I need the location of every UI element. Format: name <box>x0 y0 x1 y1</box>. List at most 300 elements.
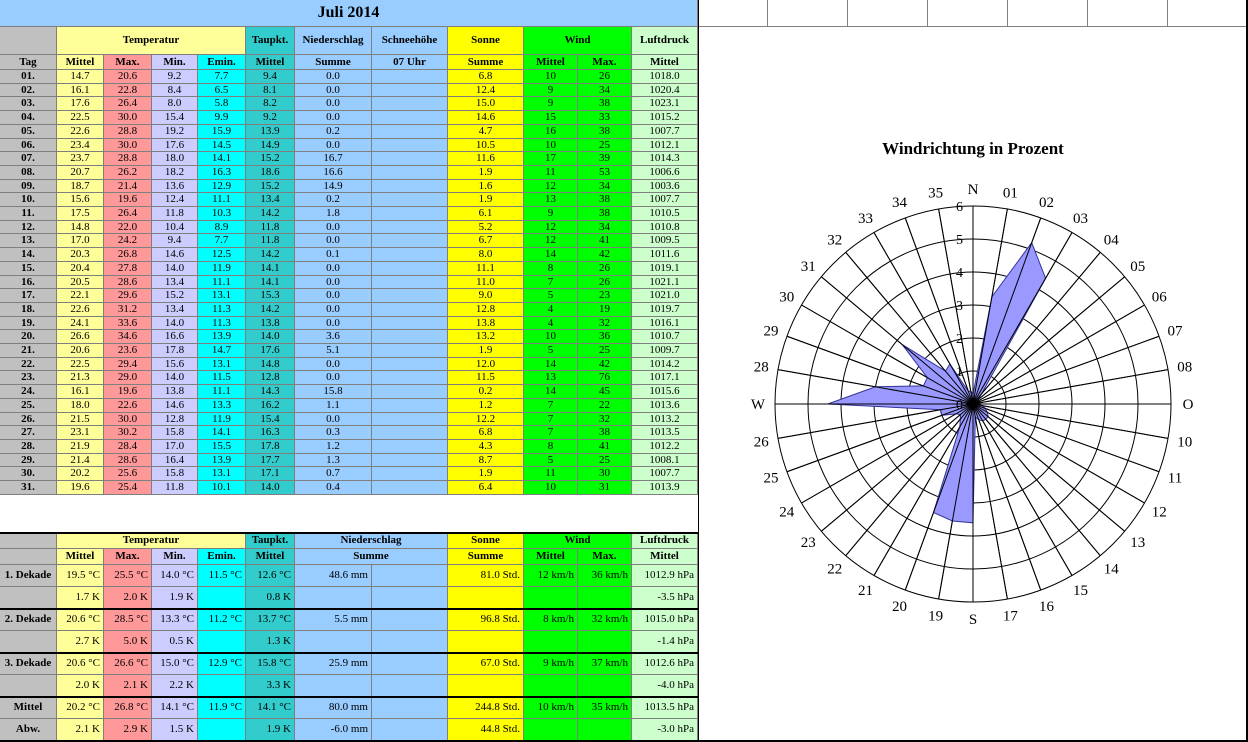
day-label[interactable]: 18. <box>0 303 57 317</box>
day-value[interactable]: 9.2 <box>152 70 198 84</box>
summary-value[interactable]: 11.2 °C <box>198 609 246 631</box>
header-sonne[interactable]: Sonne <box>448 27 524 55</box>
day-value[interactable]: 1.2 <box>295 440 372 454</box>
day-value[interactable]: 18.6 <box>246 166 295 180</box>
summary-value[interactable] <box>198 675 246 697</box>
day-value[interactable]: 14.1 <box>198 152 246 166</box>
summary-value[interactable]: 81.0 Std. <box>448 565 524 587</box>
day-label[interactable]: 24. <box>0 385 57 399</box>
day-value[interactable]: 9 <box>524 84 578 97</box>
summary-row-label[interactable] <box>0 587 57 609</box>
day-value[interactable]: 15 <box>524 111 578 125</box>
subheader-max[interactable]: Max. <box>578 55 632 70</box>
day-value[interactable]: 21.4 <box>104 180 152 193</box>
day-value[interactable]: 14.1 <box>246 262 295 276</box>
day-value[interactable]: 12.8 <box>152 413 198 426</box>
day-value[interactable]: 14.7 <box>57 70 104 84</box>
summary-value[interactable]: 13.7 °C <box>246 609 295 631</box>
day-value[interactable]: 18.2 <box>152 166 198 180</box>
summary-value[interactable] <box>372 697 448 719</box>
subheader-mittel[interactable]: Mittel <box>632 55 698 70</box>
day-value[interactable]: 5.8 <box>198 97 246 111</box>
summary-blank[interactable] <box>0 533 57 549</box>
day-value[interactable]: 42 <box>578 358 632 371</box>
day-value[interactable] <box>372 70 448 84</box>
day-value[interactable] <box>372 139 448 152</box>
empty-cell[interactable] <box>698 0 768 27</box>
day-value[interactable]: 16.6 <box>295 166 372 180</box>
day-value[interactable]: 0.4 <box>295 481 372 495</box>
summary-subheader[interactable]: Summe <box>448 549 524 565</box>
day-value[interactable]: 13.1 <box>198 358 246 371</box>
day-label[interactable]: 17. <box>0 289 57 303</box>
day-value[interactable] <box>372 193 448 207</box>
day-value[interactable]: 1020.4 <box>632 84 698 97</box>
day-value[interactable]: 1018.0 <box>632 70 698 84</box>
day-value[interactable]: 15.4 <box>246 413 295 426</box>
day-value[interactable]: 13.4 <box>152 276 198 289</box>
day-value[interactable]: 28.6 <box>104 454 152 467</box>
day-value[interactable]: 11.6 <box>448 152 524 166</box>
summary-value[interactable] <box>524 719 578 741</box>
summary-value[interactable]: 5.5 mm <box>295 609 372 631</box>
day-value[interactable]: 12 <box>524 221 578 234</box>
subheader-max[interactable]: Max. <box>104 55 152 70</box>
day-label[interactable]: 16. <box>0 276 57 289</box>
day-value[interactable]: 22.5 <box>57 111 104 125</box>
day-value[interactable]: 1009.5 <box>632 234 698 248</box>
day-value[interactable]: 6.1 <box>448 207 524 221</box>
summary-subheader[interactable]: Max. <box>104 549 152 565</box>
day-label[interactable]: 05. <box>0 125 57 139</box>
day-value[interactable]: 1015.6 <box>632 385 698 399</box>
day-value[interactable]: 1014.3 <box>632 152 698 166</box>
summary-row-label[interactable]: 2. Dekade <box>0 609 57 631</box>
header-temperatur[interactable]: Temperatur <box>57 27 246 55</box>
day-value[interactable]: 1019.7 <box>632 303 698 317</box>
summary-value[interactable]: 32 km/h <box>578 609 632 631</box>
day-value[interactable]: 13.9 <box>198 454 246 467</box>
day-value[interactable]: 14.0 <box>152 371 198 385</box>
day-value[interactable]: 18.0 <box>57 399 104 413</box>
summary-value[interactable]: 1.5 K <box>152 719 198 741</box>
summary-value[interactable]: 80.0 mm <box>295 697 372 719</box>
day-value[interactable]: 1019.1 <box>632 262 698 276</box>
day-value[interactable]: 15.4 <box>152 111 198 125</box>
day-value[interactable]: 17.6 <box>152 139 198 152</box>
day-value[interactable]: 1010.5 <box>632 207 698 221</box>
summary-value[interactable]: 12 km/h <box>524 565 578 587</box>
day-value[interactable]: 26 <box>578 70 632 84</box>
summary-value[interactable]: 11.9 °C <box>198 697 246 719</box>
day-value[interactable]: 26.4 <box>104 207 152 221</box>
day-value[interactable]: 0.0 <box>295 221 372 234</box>
day-value[interactable]: 14.1 <box>246 276 295 289</box>
day-value[interactable]: 15.6 <box>152 358 198 371</box>
day-value[interactable] <box>372 97 448 111</box>
day-value[interactable]: 14.6 <box>152 399 198 413</box>
summary-value[interactable]: 14.1 °C <box>246 697 295 719</box>
day-value[interactable]: 8.9 <box>198 221 246 234</box>
day-value[interactable]: 16.3 <box>246 426 295 440</box>
empty-cell[interactable] <box>768 0 848 27</box>
day-value[interactable] <box>372 276 448 289</box>
day-value[interactable]: 1021.0 <box>632 289 698 303</box>
day-label[interactable]: 03. <box>0 97 57 111</box>
day-value[interactable]: 0.0 <box>295 317 372 330</box>
day-label[interactable]: 23. <box>0 371 57 385</box>
day-value[interactable]: 10.5 <box>448 139 524 152</box>
day-value[interactable]: 15.2 <box>246 180 295 193</box>
summary-value[interactable] <box>578 587 632 609</box>
day-value[interactable]: 16 <box>524 125 578 139</box>
day-value[interactable]: 9.0 <box>448 289 524 303</box>
summary-value[interactable]: 35 km/h <box>578 697 632 719</box>
empty-cell[interactable] <box>1008 0 1088 27</box>
day-value[interactable]: 38 <box>578 97 632 111</box>
summary-value[interactable]: 2.0 K <box>104 587 152 609</box>
day-value[interactable]: 0.0 <box>295 70 372 84</box>
day-value[interactable]: 16.4 <box>152 454 198 467</box>
day-value[interactable]: 16.1 <box>57 84 104 97</box>
summary-value[interactable]: 28.5 °C <box>104 609 152 631</box>
day-value[interactable]: 19.2 <box>152 125 198 139</box>
summary-value[interactable]: 11.5 °C <box>198 565 246 587</box>
day-value[interactable]: 15.9 <box>198 125 246 139</box>
day-value[interactable]: 11.8 <box>152 481 198 495</box>
summary-value[interactable] <box>372 609 448 631</box>
day-label[interactable]: 21. <box>0 344 57 358</box>
day-value[interactable]: 17.6 <box>246 344 295 358</box>
day-value[interactable]: 23.6 <box>104 344 152 358</box>
day-value[interactable]: 17.0 <box>152 440 198 454</box>
summary-header-wind[interactable]: Wind <box>524 533 632 549</box>
day-value[interactable]: 12.0 <box>448 358 524 371</box>
day-value[interactable]: 1013.6 <box>632 399 698 413</box>
summary-row-label[interactable]: 3. Dekade <box>0 653 57 675</box>
day-value[interactable]: 41 <box>578 440 632 454</box>
day-value[interactable]: 0.3 <box>295 426 372 440</box>
day-value[interactable]: 9.9 <box>198 111 246 125</box>
day-value[interactable]: 18.7 <box>57 180 104 193</box>
day-value[interactable]: 0.0 <box>295 371 372 385</box>
day-value[interactable]: 14.1 <box>198 426 246 440</box>
day-value[interactable] <box>372 152 448 166</box>
day-value[interactable]: 28.6 <box>104 276 152 289</box>
day-value[interactable]: 15.6 <box>57 193 104 207</box>
day-value[interactable]: 14.2 <box>246 207 295 221</box>
day-label[interactable]: 02. <box>0 84 57 97</box>
empty-cell[interactable] <box>1088 0 1168 27</box>
summary-value[interactable] <box>372 675 448 697</box>
day-value[interactable]: 1003.6 <box>632 180 698 193</box>
day-value[interactable]: 8 <box>524 440 578 454</box>
subheader-emin[interactable]: Emin. <box>198 55 246 70</box>
subheader-mittel[interactable]: Mittel <box>524 55 578 70</box>
summary-value[interactable]: 26.6 °C <box>104 653 152 675</box>
day-value[interactable]: 25.6 <box>104 467 152 481</box>
day-value[interactable]: 13.1 <box>198 289 246 303</box>
day-value[interactable]: 4 <box>524 317 578 330</box>
day-value[interactable]: 21.5 <box>57 413 104 426</box>
day-value[interactable] <box>372 330 448 344</box>
day-value[interactable]: 17.0 <box>57 234 104 248</box>
day-value[interactable]: 32 <box>578 317 632 330</box>
day-value[interactable]: 28.4 <box>104 440 152 454</box>
day-value[interactable]: 10 <box>524 70 578 84</box>
summary-value[interactable]: 1.9 K <box>246 719 295 741</box>
day-value[interactable]: 9.4 <box>152 234 198 248</box>
day-value[interactable] <box>372 166 448 180</box>
summary-subheader[interactable]: Min. <box>152 549 198 565</box>
day-value[interactable]: 15.2 <box>246 152 295 166</box>
day-value[interactable]: 26.6 <box>57 330 104 344</box>
summary-value[interactable]: 1012.9 hPa <box>632 565 698 587</box>
day-value[interactable]: 15.8 <box>295 385 372 399</box>
summary-value[interactable]: 2.1 K <box>104 675 152 697</box>
day-value[interactable]: 13.8 <box>448 317 524 330</box>
summary-value[interactable]: 20.2 °C <box>57 697 104 719</box>
day-value[interactable]: 17.8 <box>246 440 295 454</box>
day-value[interactable]: 1017.1 <box>632 371 698 385</box>
day-value[interactable]: 3.6 <box>295 330 372 344</box>
summary-value[interactable]: 12.6 °C <box>246 565 295 587</box>
day-value[interactable] <box>372 385 448 399</box>
summary-value[interactable]: 2.2 K <box>152 675 198 697</box>
summary-value[interactable]: -3.5 hPa <box>632 587 698 609</box>
day-value[interactable]: 0.0 <box>295 111 372 125</box>
summary-value[interactable]: 12.9 °C <box>198 653 246 675</box>
day-value[interactable]: 12.4 <box>448 84 524 97</box>
day-value[interactable]: 22.6 <box>104 399 152 413</box>
day-value[interactable] <box>372 440 448 454</box>
day-value[interactable]: 10.1 <box>198 481 246 495</box>
day-value[interactable]: 17.8 <box>152 344 198 358</box>
day-value[interactable] <box>372 221 448 234</box>
header-blank[interactable] <box>0 27 57 55</box>
day-value[interactable]: 21.4 <box>57 454 104 467</box>
header-schneehoehe[interactable]: Schneehöhe <box>372 27 448 55</box>
day-value[interactable]: 14.0 <box>246 330 295 344</box>
summary-value[interactable] <box>372 719 448 741</box>
day-value[interactable]: 1.8 <box>295 207 372 221</box>
day-value[interactable]: 38 <box>578 207 632 221</box>
day-value[interactable]: 20.3 <box>57 248 104 262</box>
summary-value[interactable] <box>578 675 632 697</box>
header-taupkt[interactable]: Taupkt. <box>246 27 295 55</box>
day-value[interactable]: 29.4 <box>104 358 152 371</box>
day-value[interactable] <box>372 180 448 193</box>
day-value[interactable] <box>372 399 448 413</box>
day-value[interactable]: 38 <box>578 125 632 139</box>
summary-value[interactable] <box>524 631 578 653</box>
day-value[interactable] <box>372 262 448 276</box>
day-value[interactable]: 10 <box>524 139 578 152</box>
summary-subheader[interactable]: Summe <box>295 549 448 565</box>
day-value[interactable]: 23.1 <box>57 426 104 440</box>
day-value[interactable]: 22.8 <box>104 84 152 97</box>
day-value[interactable]: 27.8 <box>104 262 152 276</box>
day-value[interactable]: 16.2 <box>246 399 295 413</box>
day-value[interactable]: 1021.1 <box>632 276 698 289</box>
day-value[interactable]: 10 <box>524 481 578 495</box>
day-value[interactable]: 8.0 <box>152 97 198 111</box>
day-value[interactable]: 9.2 <box>246 111 295 125</box>
summary-row-label[interactable]: Abw. <box>0 719 57 741</box>
summary-value[interactable]: 26.8 °C <box>104 697 152 719</box>
day-value[interactable] <box>372 125 448 139</box>
day-value[interactable]: 39 <box>578 152 632 166</box>
day-value[interactable] <box>372 234 448 248</box>
day-value[interactable]: 7.7 <box>198 70 246 84</box>
day-value[interactable] <box>372 207 448 221</box>
day-value[interactable]: 1.6 <box>448 180 524 193</box>
day-value[interactable]: 30.0 <box>104 139 152 152</box>
day-value[interactable]: 26 <box>578 276 632 289</box>
day-value[interactable]: 22.6 <box>57 303 104 317</box>
day-value[interactable]: 26 <box>578 262 632 276</box>
summary-value[interactable] <box>198 631 246 653</box>
day-value[interactable]: 11.8 <box>152 207 198 221</box>
day-value[interactable]: 15.2 <box>152 289 198 303</box>
day-value[interactable]: 16.7 <box>295 152 372 166</box>
day-value[interactable]: 8.4 <box>152 84 198 97</box>
day-label[interactable]: 04. <box>0 111 57 125</box>
day-value[interactable]: 9.4 <box>246 70 295 84</box>
summary-header-taupkt[interactable]: Taupkt. <box>246 533 295 549</box>
summary-value[interactable]: 67.0 Std. <box>448 653 524 675</box>
day-value[interactable]: 11.3 <box>198 317 246 330</box>
summary-subheader[interactable]: Mittel <box>246 549 295 565</box>
subheader-mittel[interactable]: Mittel <box>57 55 104 70</box>
summary-subheader[interactable]: Mittel <box>632 549 698 565</box>
day-value[interactable]: 5 <box>524 289 578 303</box>
summary-value[interactable] <box>448 675 524 697</box>
day-value[interactable]: 1014.2 <box>632 358 698 371</box>
day-value[interactable]: 1.9 <box>448 344 524 358</box>
day-value[interactable]: 0.0 <box>295 97 372 111</box>
day-value[interactable] <box>372 371 448 385</box>
day-value[interactable]: 22.1 <box>57 289 104 303</box>
subheader-summe[interactable]: Summe <box>295 55 372 70</box>
day-value[interactable]: 0.0 <box>295 84 372 97</box>
day-value[interactable]: 1008.1 <box>632 454 698 467</box>
day-label[interactable]: 28. <box>0 440 57 454</box>
header-niederschlag[interactable]: Niederschlag <box>295 27 372 55</box>
summary-value[interactable] <box>198 587 246 609</box>
day-value[interactable]: 8.2 <box>246 97 295 111</box>
summary-value[interactable]: 2.0 K <box>57 675 104 697</box>
day-label[interactable]: 25. <box>0 399 57 413</box>
summary-value[interactable]: -1.4 hPa <box>632 631 698 653</box>
day-value[interactable]: 1010.7 <box>632 330 698 344</box>
day-value[interactable]: 1.9 <box>448 193 524 207</box>
day-value[interactable]: 1023.1 <box>632 97 698 111</box>
day-value[interactable]: 13.6 <box>152 180 198 193</box>
day-value[interactable]: 19.6 <box>104 193 152 207</box>
day-value[interactable]: 38 <box>578 193 632 207</box>
day-label[interactable]: 11. <box>0 207 57 221</box>
day-value[interactable]: 16.3 <box>198 166 246 180</box>
day-label[interactable]: 08. <box>0 166 57 180</box>
summary-row-label[interactable]: 1. Dekade <box>0 565 57 587</box>
summary-value[interactable]: 25.5 °C <box>104 565 152 587</box>
day-value[interactable]: 11.1 <box>198 193 246 207</box>
day-value[interactable]: 17.1 <box>246 467 295 481</box>
day-value[interactable]: 14.8 <box>246 358 295 371</box>
subheader-min[interactable]: Min. <box>152 55 198 70</box>
summary-value[interactable] <box>448 631 524 653</box>
day-value[interactable] <box>372 84 448 97</box>
day-value[interactable]: 0.0 <box>295 262 372 276</box>
day-value[interactable]: 15.8 <box>152 426 198 440</box>
day-value[interactable]: 22 <box>578 399 632 413</box>
summary-value[interactable]: 0.8 K <box>246 587 295 609</box>
summary-value[interactable]: 25.9 mm <box>295 653 372 675</box>
summary-header-niederschlag[interactable]: Niederschlag <box>295 533 448 549</box>
day-label[interactable]: 26. <box>0 413 57 426</box>
day-label[interactable]: 27. <box>0 426 57 440</box>
summary-value[interactable]: 3.3 K <box>246 675 295 697</box>
day-value[interactable]: 31 <box>578 481 632 495</box>
summary-value[interactable]: 20.6 °C <box>57 653 104 675</box>
day-value[interactable]: 14.6 <box>448 111 524 125</box>
day-value[interactable]: 5.1 <box>295 344 372 358</box>
day-label[interactable]: 20. <box>0 330 57 344</box>
day-label[interactable]: 14. <box>0 248 57 262</box>
summary-value[interactable] <box>448 587 524 609</box>
summary-header-luftdruck[interactable]: Luftdruck <box>632 533 698 549</box>
day-value[interactable]: 5 <box>524 454 578 467</box>
day-value[interactable]: 1013.2 <box>632 413 698 426</box>
day-value[interactable]: 34 <box>578 221 632 234</box>
day-value[interactable]: 12.4 <box>152 193 198 207</box>
day-value[interactable]: 11.3 <box>198 303 246 317</box>
day-value[interactable]: 1016.1 <box>632 317 698 330</box>
day-value[interactable]: 13 <box>524 371 578 385</box>
summary-value[interactable] <box>372 653 448 675</box>
day-value[interactable]: 1.9 <box>448 166 524 180</box>
day-value[interactable]: 1010.8 <box>632 221 698 234</box>
day-value[interactable]: 7 <box>524 413 578 426</box>
day-value[interactable]: 12.9 <box>198 180 246 193</box>
day-value[interactable]: 23.7 <box>57 152 104 166</box>
day-value[interactable]: 30.0 <box>104 413 152 426</box>
day-value[interactable]: 13.9 <box>246 125 295 139</box>
day-value[interactable] <box>372 289 448 303</box>
day-value[interactable]: 19.6 <box>104 385 152 399</box>
day-value[interactable]: 13.8 <box>246 317 295 330</box>
day-value[interactable]: 21.9 <box>57 440 104 454</box>
day-value[interactable]: 14.6 <box>152 248 198 262</box>
day-value[interactable]: 22.5 <box>57 358 104 371</box>
day-value[interactable] <box>372 358 448 371</box>
day-value[interactable]: 14 <box>524 358 578 371</box>
summary-value[interactable] <box>198 719 246 741</box>
day-value[interactable]: 1015.2 <box>632 111 698 125</box>
day-value[interactable]: 30 <box>578 467 632 481</box>
day-value[interactable]: 12.2 <box>448 413 524 426</box>
day-value[interactable]: 1007.7 <box>632 193 698 207</box>
day-value[interactable]: 20.5 <box>57 276 104 289</box>
day-value[interactable]: 14.0 <box>246 481 295 495</box>
summary-subheader[interactable]: Mittel <box>524 549 578 565</box>
day-value[interactable]: 1.3 <box>295 454 372 467</box>
day-value[interactable]: 13.3 <box>198 399 246 413</box>
day-value[interactable] <box>372 481 448 495</box>
summary-value[interactable]: 5.0 K <box>104 631 152 653</box>
day-value[interactable]: 6.8 <box>448 426 524 440</box>
